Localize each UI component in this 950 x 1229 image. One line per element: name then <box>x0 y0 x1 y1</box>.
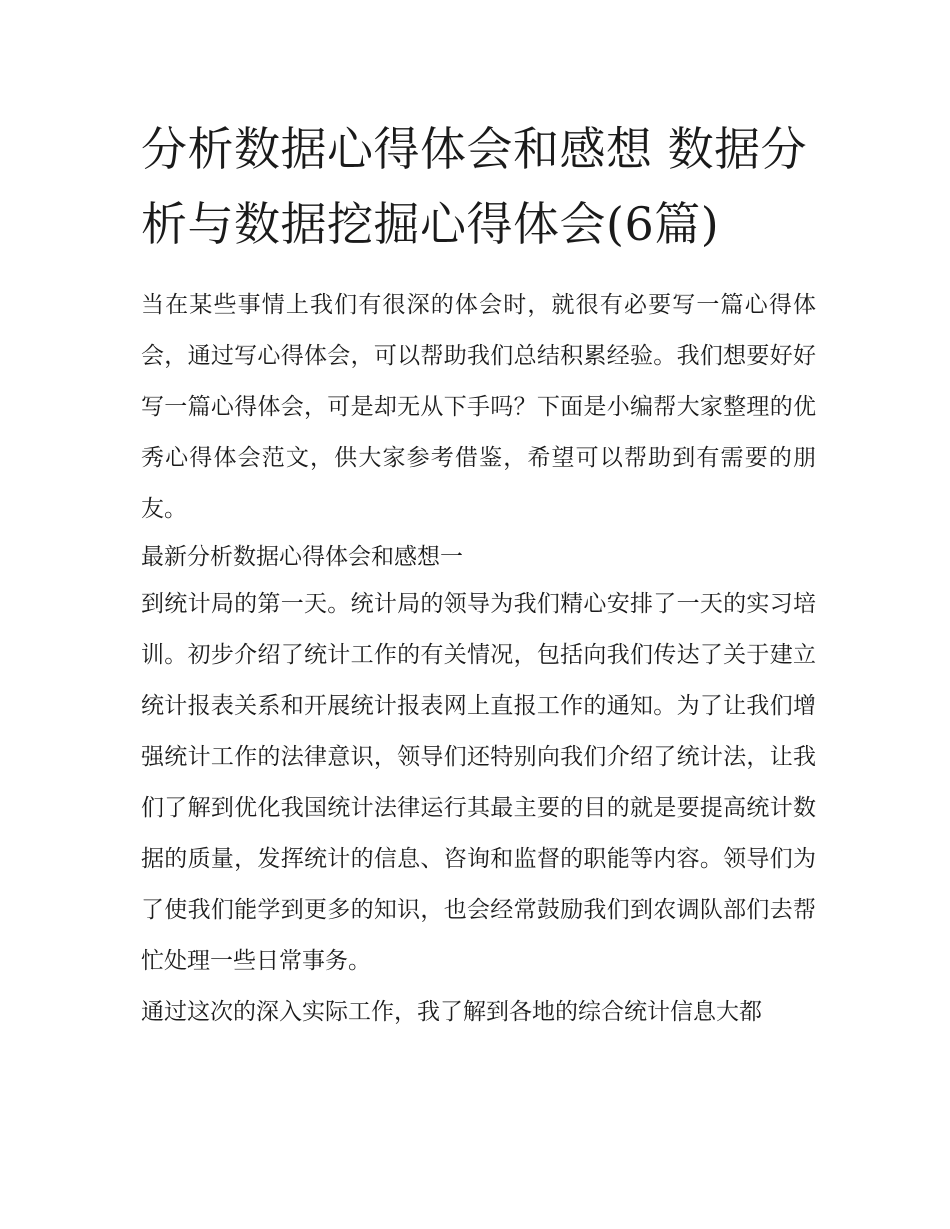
body-paragraph-2: 通过这次的深入实际工作，我了解到各地的综合统计信息大都 <box>141 999 762 1025</box>
document-body <box>141 112 816 1038</box>
body-paragraph-1: 到统计局的第一天。统计局的领导为我们精心安排了一天的实习培训。初步介绍了统计工作的有关情况，包括向我们传达了关于建立统计报表关系和开展统计报表网上直报工作的通知。为了让我们增强统计工作的法律意识，领导们还特别向我们介绍了统计法，让我们了解到优化我国统计法律运行其最主要的目的就是要提高统计数据的质量，发挥统计的信息、咨询和监督的职能等内容。领导们为了使我们能学到更多的知识，也会经常鼓励我们到农调队部们去帮忙处理一些日常事务。 <box>141 591 816 974</box>
section-heading: 最新分析数据心得体会和感想一 <box>141 544 463 570</box>
intro-paragraph: 当在某些事情上我们有很深的体会时，就很有必要写一篇心得体会，通过写心得体会，可以帮助我们总结积累经验。我们想要好好写一篇心得体会，可是却无从下手吗？下面是小编帮大家整理的优秀心得体会范文，供大家参考借鉴，希望可以帮助到有需要的朋友。 <box>141 292 816 522</box>
document-title: 分析数据心得体会和感想 数据分析与数据挖掘心得体会(6篇) <box>141 122 808 251</box>
